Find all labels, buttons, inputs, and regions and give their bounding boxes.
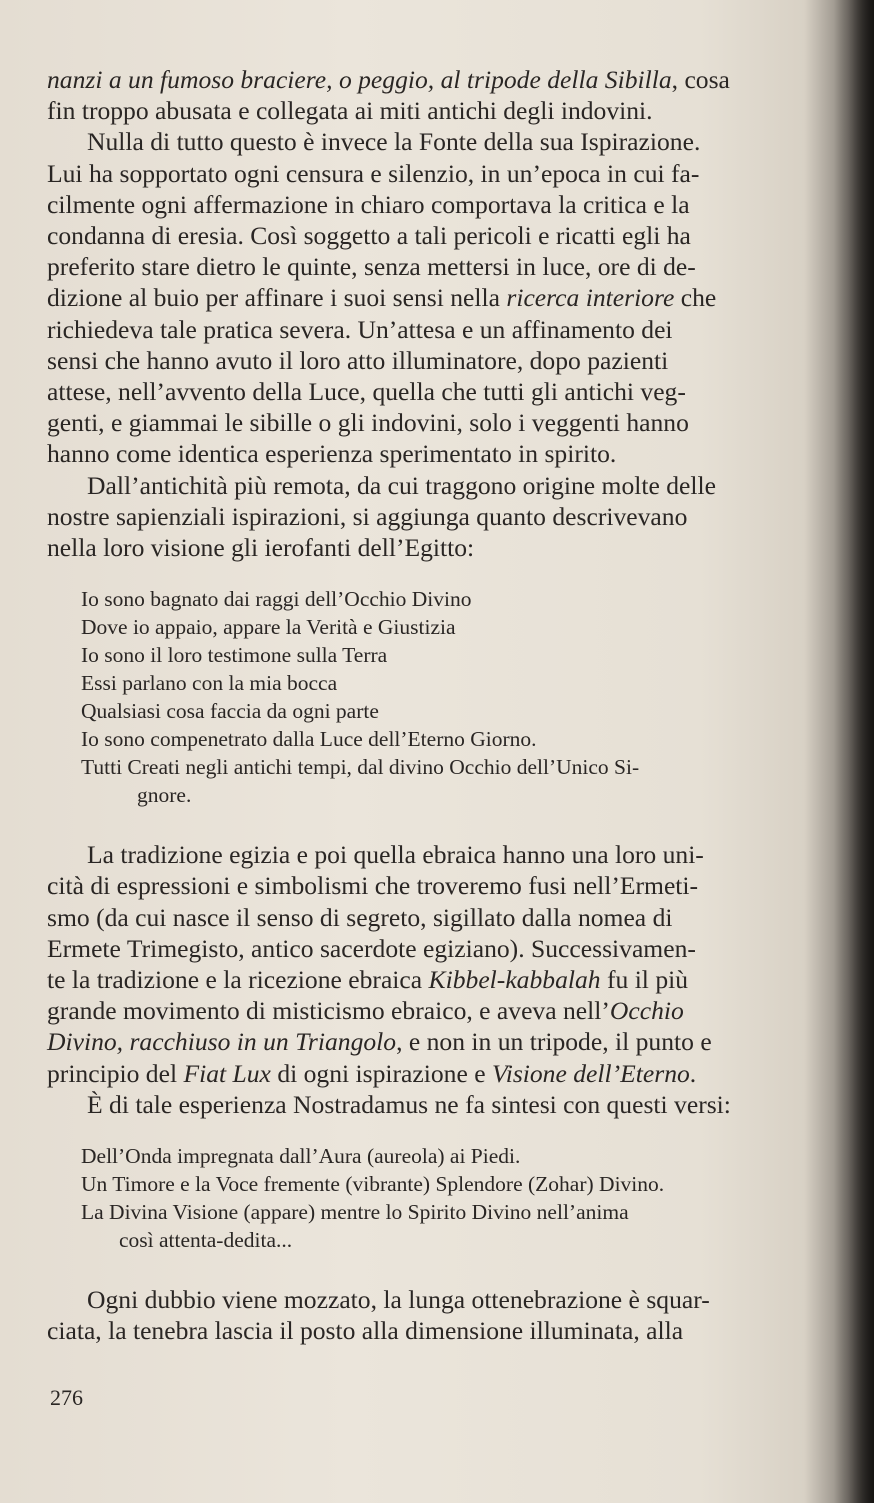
italic-text: ricerca interiore [506,283,675,313]
page-number: 276 [50,1385,83,1410]
paragraph-2 [47,126,837,469]
text-span: che [674,283,717,313]
verse-line: Io sono bagnato dai raggi dell’Occhio Divino [81,587,472,612]
verse-line: Io sono il loro testimone sulla Terra [81,643,388,668]
italic-text: Occhio [609,996,684,1026]
text-line [47,1026,837,1057]
text-column [47,64,837,1346]
text-span: grande movimento di misticismo ebraico, e aveva nell’ [47,996,610,1026]
text-span: , e non in un tripode, il punto e [396,1027,712,1057]
italic-text: Kibbel-kabbalah [428,965,601,995]
text-line: richiedeva tale pratica severa. Un’attesa e un affinamento dei [47,314,673,344]
text-line: nostre sapienziali ispirazioni, si aggiunga quanto descrivevano [47,501,688,531]
text-line: cità di espressioni e simbolismi che troveremo fusi nell’Ermeti- [47,871,699,901]
text-line [47,282,837,313]
book-gutter-shadow [834,0,874,1503]
verse-line: Un Timore e la Voce fremente (vibrante) Splendore (Zohar) Divino. [81,1172,665,1197]
italic-text: nanzi a un fumoso braciere, o peggio, al tripode della Sibilla [47,65,672,94]
verse-line: Dell’Onda impregnata dall’Aura (aureola) ai Piedi. [81,1144,521,1169]
text-line: cilmente ogni affermazione in chiaro comportava la critica e la [47,189,690,219]
text-line: Lui ha sopportato ogni censura e silenzio, in un’epoca in cui fa- [47,158,700,188]
paragraph-4 [47,839,837,1120]
text-span: , cosa [671,65,730,94]
text-line: smo (da cui nasce il senso di segreto, sigillato dalla nomea di [47,902,673,932]
text-line: nella loro visione gli ierofanti dell’Egitto: [47,533,475,563]
text-line [47,64,837,95]
text-span: principio del [47,1058,184,1088]
text-line [47,1058,837,1089]
text-line: fin troppo abusata e collegata ai miti antichi degli indovini. [47,96,653,126]
quote-nostradamus [47,1142,837,1254]
paragraph-6 [47,1284,837,1346]
paragraph-1 [47,64,837,126]
text-span: . [689,1058,697,1088]
quote-egypt [47,585,837,809]
verse-line: Io sono compenetrato dalla Luce dell’Eterno Giorno. [81,727,537,752]
text-line [47,964,837,995]
text-line: È di tale esperienza Nostradamus ne fa sintesi con questi versi: [87,1089,731,1119]
text-span: dizione al buio per affinare i suoi sensi nella [47,283,507,313]
verse-line: La Divina Visione (appare) mentre lo Spirito Divino nell’anima [81,1200,629,1225]
text-line: Ermete Trimegisto, antico sacerdote egiziano). Successivamen- [47,933,696,963]
text-line: condanna di eresia. Così soggetto a tali pericoli e ricatti egli ha [47,221,691,251]
text-line: ciata, la tenebra lascia il posto alla dimensione illuminata, alla [47,1316,684,1346]
text-line: preferito stare dietro le quinte, senza mettersi in luce, ore di de- [47,252,696,282]
text-span: te la tradizione e la ricezione ebraica [47,965,429,995]
verse-line: Tutti Creati negli antichi tempi, dal divino Occhio dell’Unico Si- [81,755,640,780]
text-line: hanno come identica esperienza sperimentato in spirito. [47,439,617,469]
paragraph-3 [47,470,837,564]
text-line: Nulla di tutto questo è invece la Fonte della sua Ispirazione. [87,127,701,157]
text-line: sensi che hanno avuto il loro atto illuminatore, dopo pazienti [47,345,669,375]
verse-line: Qualsiasi cosa faccia da ogni parte [81,699,379,724]
verse-line: Essi parlano con la mia bocca [81,671,338,696]
text-line: attese, nell’avvento della Luce, quella che tutti gli antichi veg- [47,377,686,407]
text-span: di ogni ispirazione e [270,1058,492,1088]
verse-line: Dove io appaio, appare la Verità e Giustizia [81,615,456,640]
italic-text: Fiat Lux [183,1058,271,1088]
italic-text: Visione dell’Eterno [491,1058,690,1088]
text-line: genti, e giammai le sibille o gli indovini, solo i veggenti hanno [47,408,689,438]
text-line: Ogni dubbio viene mozzato, la lunga ottenebrazione è squar- [87,1285,710,1315]
verse-line: gnore. [137,783,192,808]
text-line [47,995,837,1026]
verse-line: così attenta-dedita... [119,1228,293,1253]
italic-text: Divino, racchiuso in un Triangolo [47,1027,397,1057]
text-span: fu il più [600,965,689,995]
text-line: La tradizione egizia e poi quella ebraica hanno una loro uni- [87,840,704,870]
text-line: Dall’antichità più remota, da cui traggono origine molte delle [87,470,716,500]
